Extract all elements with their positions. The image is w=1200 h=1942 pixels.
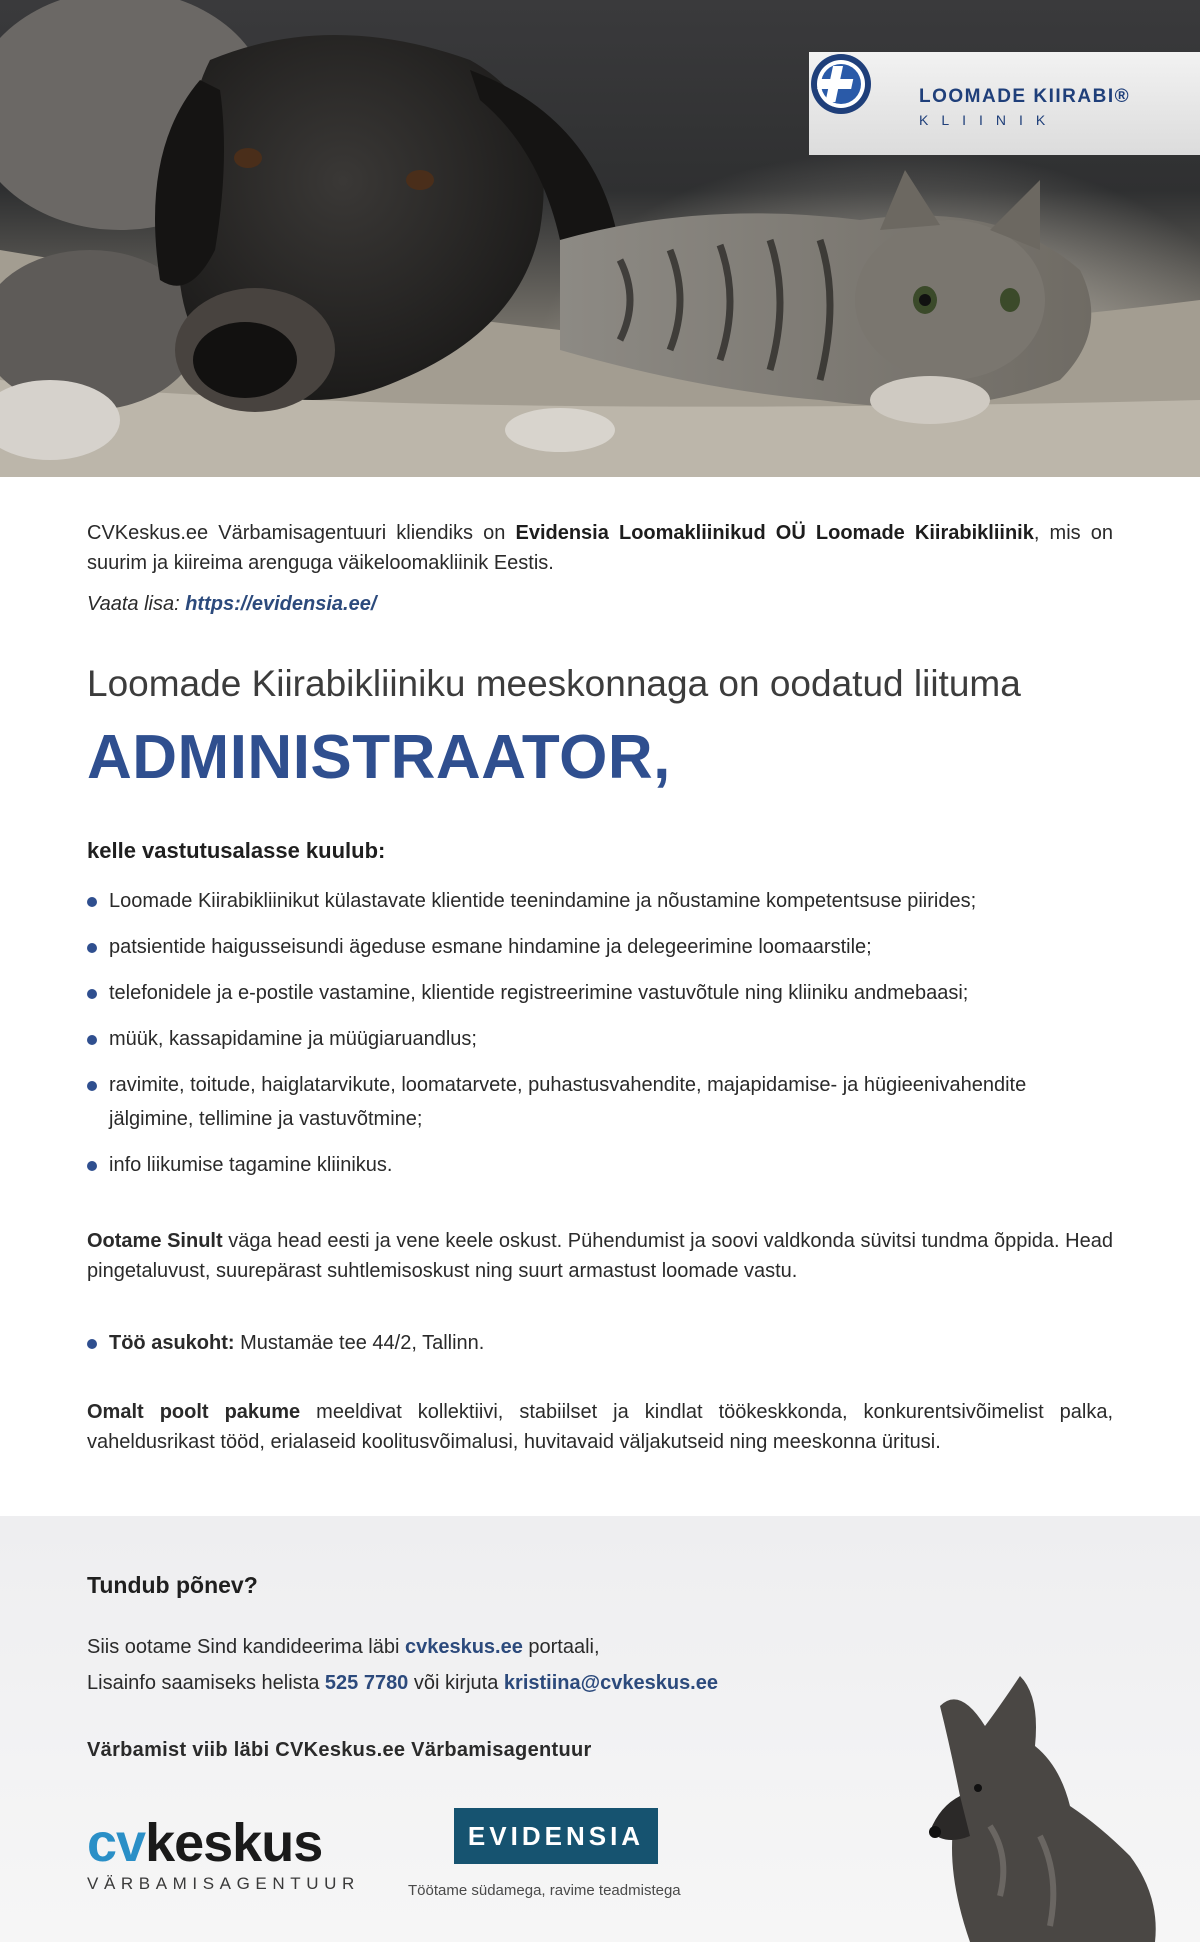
medical-cross-icon: [809, 52, 873, 116]
list-item: patsientide haigusseisundi ägeduse esmane hindamine ja delegeerimine loomaarstile;: [87, 930, 1113, 964]
footer-heading: Tundub põnev?: [87, 1572, 258, 1598]
cvkeskus-subtitle: VÄRBAMISAGENTUUR: [87, 1874, 360, 1893]
intro-paragraph: [87, 518, 1113, 578]
expectations-paragraph: [87, 1226, 1113, 1286]
list-item: info liikumise tagamine kliinikus.: [87, 1148, 1113, 1182]
terrier-dog-photo: [900, 1656, 1200, 1942]
see-more: [87, 593, 1113, 616]
offer-text: meeldivat kollektiivi, stabiilset ja kindlat töökeskkonda, konkurentsivõimelist palka, vaheldusrikast tööd, erialaseid koolitusvõimalusi, huvitavaid väljakutseid ning meeskonna üritusi.: [87, 1401, 1113, 1453]
cvkeskus-word: keskus: [145, 1813, 323, 1873]
hero-banner: [0, 0, 1200, 477]
cvkeskus-logo: [87, 1813, 360, 1894]
list-item: ravimite, toitude, haiglatarvikute, loomatarvete, puhastusvahendite, majapidamise- ja hügieenivahendite jälgimine, tellimine ja vastuvõtmine;: [87, 1068, 1113, 1136]
list-item: müük, kassapidamine ja müügiaruandlus;: [87, 1022, 1113, 1056]
evidensia-logo: EVIDENSIA: [454, 1808, 658, 1864]
loomade-kiirabi-logo: [809, 52, 1200, 155]
offer-lead: Omalt poolt pakume: [87, 1401, 301, 1423]
work-location: [87, 1326, 1135, 1360]
agency-line: Värbamist viib läbi CVKeskus.ee Värbamisagentuur: [87, 1739, 592, 1761]
phone-link[interactable]: 525 7780: [324, 1672, 409, 1694]
location-label: Töö asukoht:: [109, 1332, 235, 1354]
apply-line: [87, 1636, 600, 1659]
expectations-text: väga head eesti ja vene keele oskust. Pühendumist ja soovi valdkonda süvitsi tundma õppida. Head pingetaluvust, suurepärast suhtlemisoskust ning suurt armastust loomade vastu.: [87, 1230, 1113, 1282]
client-company-name: Evidensia Loomakliinikud OÜ Loomade Kiirabikliinik: [515, 522, 1034, 544]
apply-text-2: portaali,: [522, 1636, 600, 1658]
intro-text-1: CVKeskus.ee Värbamisagentuuri kliendiks on: [87, 522, 516, 544]
expectations-lead: Ootame Sinult: [87, 1230, 223, 1252]
see-more-label: Vaata lisa:: [87, 593, 180, 615]
list-item: telefonidele ja e-postile vastamine, klientide registreerimine vastuvõtule ning kliiniku andmebaasi;: [87, 976, 1113, 1010]
intro-text-2: , mis on suurim ja kiireima arenguga väikeloomakliinik Eestis.: [87, 522, 1114, 574]
headline-lead: Loomade Kiirabikliiniku meeskonnaga on oodatud liituma: [87, 663, 1021, 704]
evidensia-website-link[interactable]: https://evidensia.ee/: [185, 593, 377, 615]
cvkeskus-wordmark: [87, 1813, 360, 1873]
contact-text-1: Lisainfo saamiseks helista: [87, 1672, 325, 1694]
portal-link[interactable]: cvkeskus.ee: [404, 1636, 523, 1658]
offer-paragraph: [87, 1397, 1113, 1457]
contact-text-2: või kirjuta: [408, 1672, 504, 1694]
list-item: Loomade Kiirabikliinikut külastavate klientide teenindamine ja nõustamine kompetentsuse piirides;: [87, 884, 1113, 918]
responsibilities-list: [87, 884, 1113, 1194]
location-value: Mustamäe tee 44/2, Tallinn.: [234, 1332, 485, 1354]
logo-subtitle: KLIINIK: [919, 112, 1059, 128]
cvkeskus-cv: cv: [87, 1813, 146, 1873]
email-link[interactable]: kristiina@cvkeskus.ee: [503, 1672, 718, 1694]
responsibilities-heading: kelle vastutusalasse kuulub:: [87, 838, 386, 863]
footer-section: [0, 1516, 1200, 1942]
logo-title: LOOMADE KIIRABI®: [919, 86, 1131, 107]
evidensia-tagline: Töötame südamega, ravime teadmistega: [408, 1882, 681, 1899]
contact-line: [87, 1672, 718, 1695]
apply-text-1: Siis ootame Sind kandideerima läbi: [87, 1636, 405, 1658]
position-title: ADMINISTRAATOR,: [87, 723, 671, 792]
